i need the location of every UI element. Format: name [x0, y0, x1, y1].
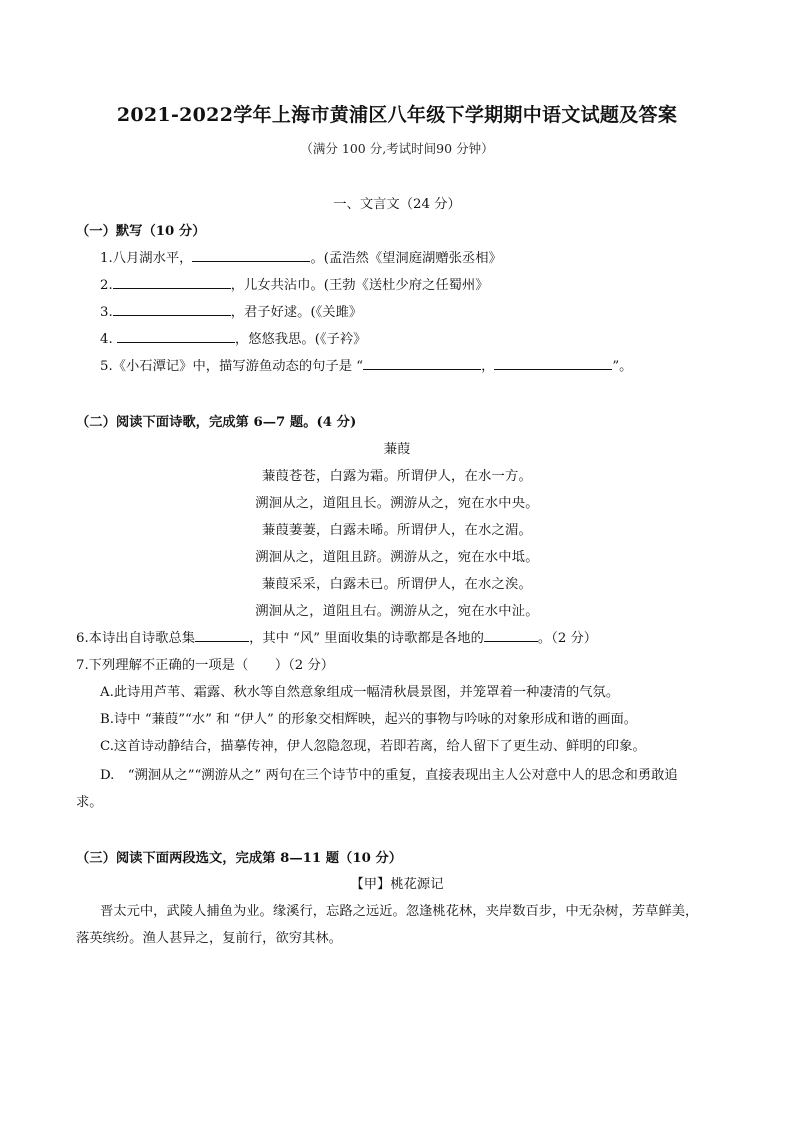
passage-line: 晋太元中，武陵人捕鱼为业。缘溪行，忘路之远近。忽逢桃花林，夹岸数百步，中无杂树，芳草鲜美，	[100, 904, 699, 919]
option-c: C.这首诗动静结合，描摹传神，伊人忽隐忽现，若即若离，给人留下了更生动、鲜明的印象。	[100, 739, 646, 754]
answer-blank[interactable]	[192, 249, 310, 262]
question-2	[100, 274, 489, 293]
part2-heading: （二）阅读下面诗歌，完成第 6—7 题。(4 分)	[76, 415, 357, 430]
q2-text-b: ，儿女共沾巾。(王勃《送杜少府之任蜀州》	[230, 278, 489, 293]
answer-blank[interactable]	[117, 330, 235, 343]
answer-blank[interactable]	[195, 629, 249, 642]
poem-line: 溯洄从之，道阻且右。溯游从之，宛在水中沚。	[255, 604, 539, 619]
answer-blank[interactable]	[484, 629, 538, 642]
part1-heading: （一）默写（10 分）	[76, 224, 206, 239]
q1-text-b: 。(孟浩然《望洞庭湖赠张丞相》	[310, 251, 502, 266]
exam-info: （满分 100 分,考试时间90 分钟）	[300, 141, 494, 156]
answer-blank[interactable]	[113, 303, 231, 316]
poem-title: 蒹葭	[383, 442, 411, 457]
question-6	[76, 627, 597, 646]
section-heading: 一、文言文（24 分）	[333, 197, 461, 212]
q3-text-a: 3.	[100, 305, 113, 320]
poem-line: 蒹葭苍苍，白露为霜。所谓伊人，在水一方。	[262, 469, 532, 484]
q5-text-a: 5.《小石潭记》中，描写游鱼动态的句子是 “	[100, 359, 364, 374]
option-a: A.此诗用芦苇、霜露、秋水等自然意象组成一幅清秋晨景图，并笼罩着一种凄清的气氛。	[100, 685, 620, 700]
passage-line: 落英缤纷。渔人甚异之，复前行，欲穷其林。	[76, 931, 342, 946]
q1-text-a: 1.八月湖水平，	[100, 251, 193, 266]
poem-line: 溯洄从之，道阻且长。溯游从之，宛在水中央。	[255, 496, 539, 511]
q5-text-b: ”。	[612, 359, 633, 374]
text-title: 【甲】桃花源记	[350, 877, 444, 892]
q6-text-c: 。（2 分）	[537, 631, 598, 646]
poem-line: 溯洄从之，道阻且跻。溯游从之，宛在水中坻。	[255, 550, 539, 565]
answer-blank[interactable]	[113, 276, 231, 289]
page-title: 2021-2022学年上海市黄浦区八年级下学期期中语文试题及答案	[116, 104, 678, 126]
q4-text-b: ，悠悠我思。(《子衿》	[234, 332, 367, 347]
q5-separator: ，	[481, 359, 495, 374]
question-4	[100, 328, 366, 347]
option-d: D. “溯洄从之”“溯游从之” 两句在三个诗节中的重复，直接表现出主人公对意中人的思念和勇敢追	[100, 768, 678, 783]
q6-text-a: 6.本诗出自诗歌总集	[76, 631, 196, 646]
question-5	[100, 355, 632, 374]
q6-text-b: ，其中 “风” 里面收集的诗歌都是各地的	[249, 631, 484, 646]
q4-text-a: 4.	[100, 332, 117, 347]
question-7: 7.下列理解不正确的一项是（ ）（2 分）	[76, 658, 335, 673]
question-3	[100, 301, 362, 320]
q2-text-a: 2.	[100, 278, 113, 293]
question-1	[100, 247, 502, 266]
poem-line: 蒹葭萋萋，白露未晞。所谓伊人，在水之湄。	[262, 523, 532, 538]
part3-heading: （三）阅读下面两段选文，完成第 8—11 题（10 分）	[76, 851, 403, 866]
poem-line: 蒹葭采采，白露未已。所谓伊人，在水之涘。	[262, 577, 532, 592]
option-b: B.诗中 “蒹葭”“水” 和 “伊人” 的形象交相辉映，起兴的事物与吟咏的对象形成和谐的画面。	[100, 712, 638, 727]
answer-blank[interactable]	[494, 357, 612, 370]
q3-text-b: ，君子好逑。(《关雎》	[230, 305, 363, 320]
answer-blank[interactable]	[363, 357, 481, 370]
option-d-continued: 求。	[76, 795, 103, 810]
